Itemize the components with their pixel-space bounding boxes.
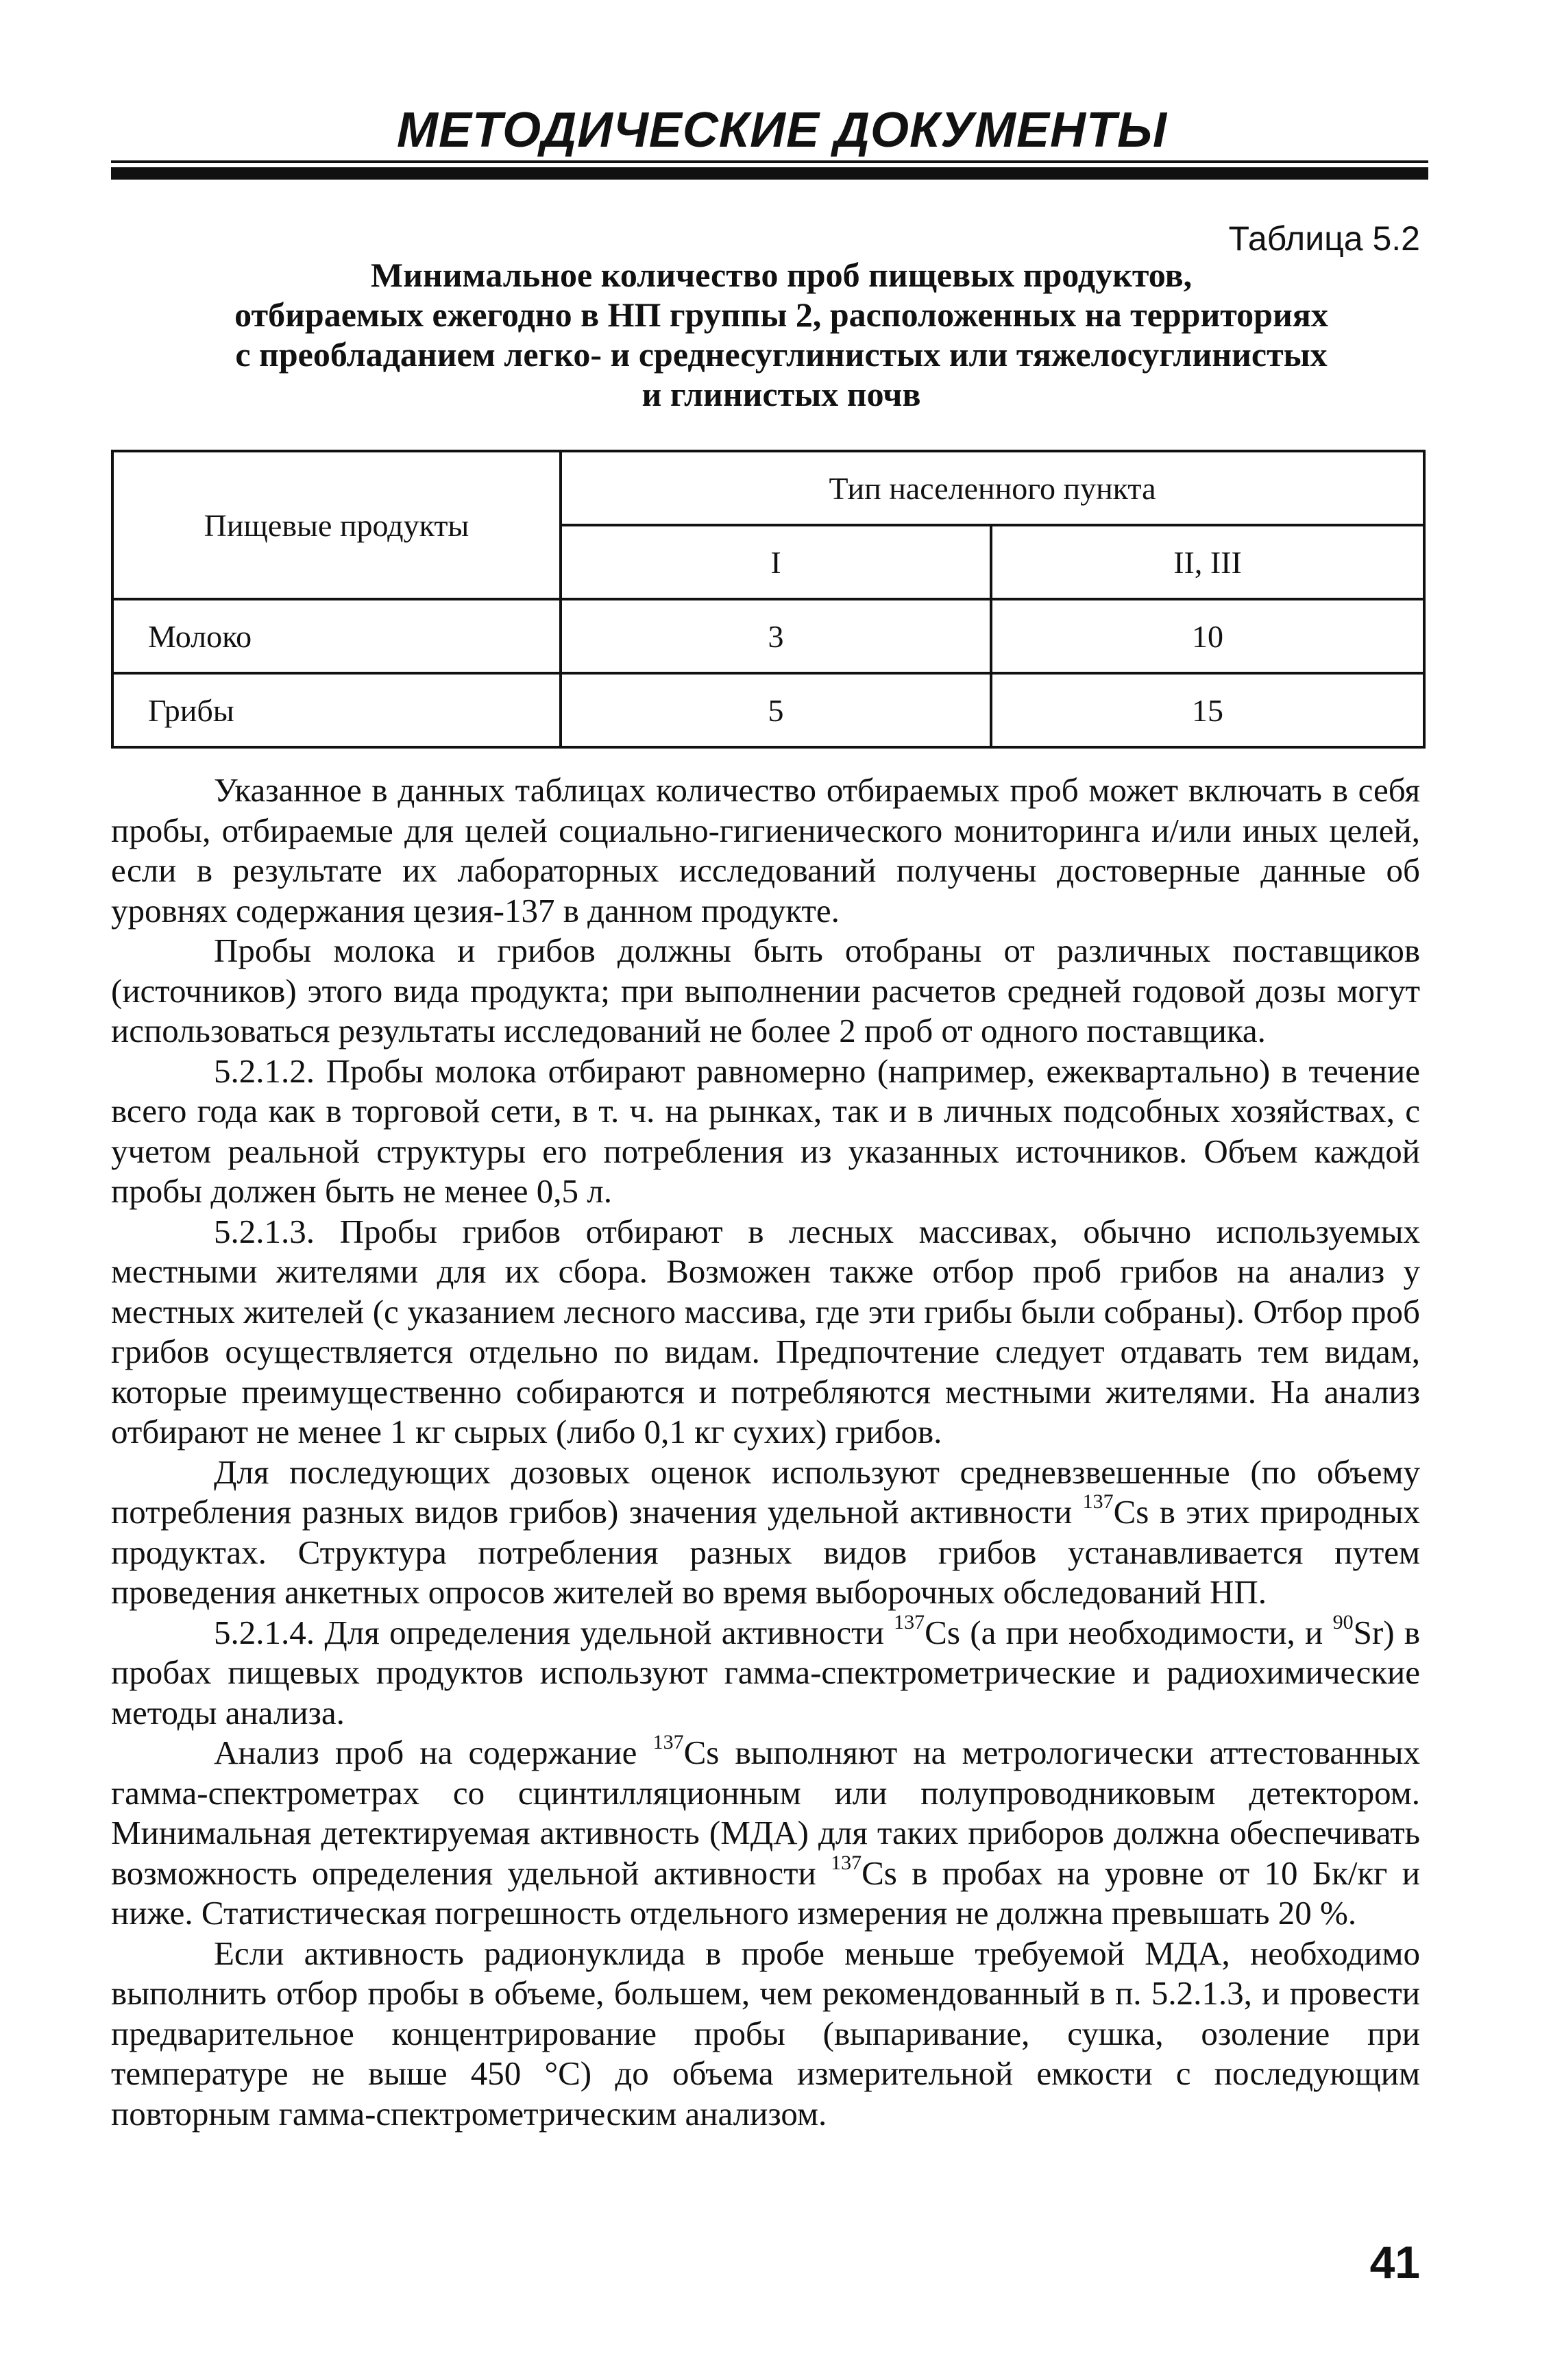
- table-row: [112, 673, 1424, 747]
- table-caption-line: и глинистых почв: [642, 375, 921, 413]
- paragraph: Если активность радионуклида в пробе меньше требуемой МДА, необходимо выполнить отбор пробы в объеме, большем, чем рекомендованный в п. 5.2.1.3, и провести предварительное концентрирование пробы (выпаривание, сушка, озоление при температуре не выше 450 °С) до объема измерительной емкости с последующим повторным гамма-спектрометрическим анализом.: [111, 1934, 1420, 2133]
- cell-type-2-3-value: 10: [991, 599, 1424, 673]
- text-run: Анализ проб на содержание: [214, 1734, 653, 1771]
- text-run: Cs в этих природных продуктах. Структура потребления разных видов грибов устанавливается путем проведения анкетных опросов жителей во время выборочных обследований НП.: [111, 1493, 1420, 1611]
- paragraph: 5.2.1.3. Пробы грибов отбирают в лесных массивах, обычно используемых местными жителями для их сбора. Возможен также отбор проб грибов на анализ у местных жителей (с указанием лесного массива, где эти грибы были собраны). Отбор проб грибов осуществляется отдельно по видам. Предпочтение следует отдавать тем видам, которые преимущественно собираются и потребляются местными жителями. На анализ отбирают не менее 1 кг сырых (либо 0,1 кг сухих) грибов.: [111, 1212, 1420, 1450]
- table-caption-line: Минимальное количество проб пищевых продуктов,: [370, 256, 1193, 294]
- page-number: 41: [1369, 2237, 1420, 2287]
- table-caption: [137, 255, 1426, 414]
- cell-type-1-value: 3: [561, 599, 991, 673]
- paragraph: [111, 1453, 1420, 1613]
- header-rule-thin: [111, 160, 1428, 163]
- header-rule-thick: [111, 167, 1428, 180]
- text-run: 5.2.1.4. Для определения удельной активности: [214, 1613, 894, 1651]
- cell-type-2-3-value: 15: [991, 673, 1424, 747]
- table-header-row: [112, 451, 1424, 525]
- body-text: [111, 770, 1420, 2134]
- cell-type-1-value: 5: [561, 673, 991, 747]
- cell-product: Грибы: [112, 673, 561, 747]
- cell-product: Молоко: [112, 599, 561, 673]
- samples-table: [111, 450, 1426, 749]
- paragraph: 5.2.1.2. Пробы молока отбирают равномерно (например, ежеквартально) в течение всего года как в торговой сети, в т. ч. на рынках, так и в личных подсобных хозяйствах, с учетом реальной структуры его потребления из указанных источников. Объем каждой пробы должен быть не менее 0,5 л.: [111, 1052, 1420, 1210]
- paragraph: Пробы молока и грибов должны быть отобраны от различных поставщиков (источников) этого вида продукта; при выполнении расчетов средней годовой дозы могут использоваться результаты исследований не более 2 проб от одного поставщика.: [111, 932, 1420, 1049]
- text-run: Cs в пробах на уровне от 10 Бк/кг и ниже. Статистическая погрешность отдельного измерения не должна превышать 20 %.: [111, 1854, 1420, 1932]
- paragraph: Указанное в данных таблицах количество отбираемых проб может включать в себя пробы, отбираемые для целей социально-гигиенического мониторинга и/или иных целей, если в результате их лабораторных исследований получены достоверные данные об уровнях содержания цезия-137 в данном продукте.: [111, 771, 1420, 930]
- table-caption-line: с преобладанием легко- и среднесуглинистых или тяжелосуглинистых: [235, 335, 1328, 374]
- text-run: Для последующих дозовых оценок используют средневзвешенные (по объему потребления разных видов грибов) значения удельной активности: [111, 1453, 1420, 1531]
- table-label: Таблица 5.2: [1228, 219, 1420, 258]
- text-run: Cs (а при необходимости, и: [925, 1613, 1333, 1651]
- subheader-cell-type-1: I: [561, 525, 991, 599]
- header-cell-settlement-type: Тип населенного пункта: [561, 451, 1424, 525]
- superscript-isotope-mass: 90: [1332, 1610, 1354, 1634]
- superscript-isotope-mass: 137: [831, 1851, 862, 1874]
- header-cell-products: Пищевые продукты: [112, 451, 561, 599]
- subheader-cell-type-2-3: II, III: [991, 525, 1424, 599]
- superscript-isotope-mass: 137: [652, 1731, 684, 1753]
- text-run: Cs выполняют на метрологически аттестованных гамма-спектрометрах со сцинтилляционным или полупроводниковым детектором. Минимальная детектируемая активность (МДА) для таких приборов должна обеспечивать возможность определения удельной активности: [111, 1734, 1420, 1892]
- superscript-isotope-mass: 137: [894, 1610, 925, 1634]
- text-run: Sr) в пробах пищевых продуктов используют гамма-спектрометрические и радиохимические методы анализа.: [111, 1613, 1420, 1732]
- paragraph: [111, 1733, 1420, 1934]
- table-caption-line: отбираемых ежегодно в НП группы 2, расположенных на территориях: [234, 295, 1328, 334]
- page-header-title: МЕТОДИЧЕСКИЕ ДОКУМЕНТЫ: [397, 103, 1167, 158]
- table-row: [112, 599, 1424, 673]
- paragraph: [111, 1610, 1420, 1734]
- superscript-isotope-mass: 137: [1082, 1490, 1114, 1513]
